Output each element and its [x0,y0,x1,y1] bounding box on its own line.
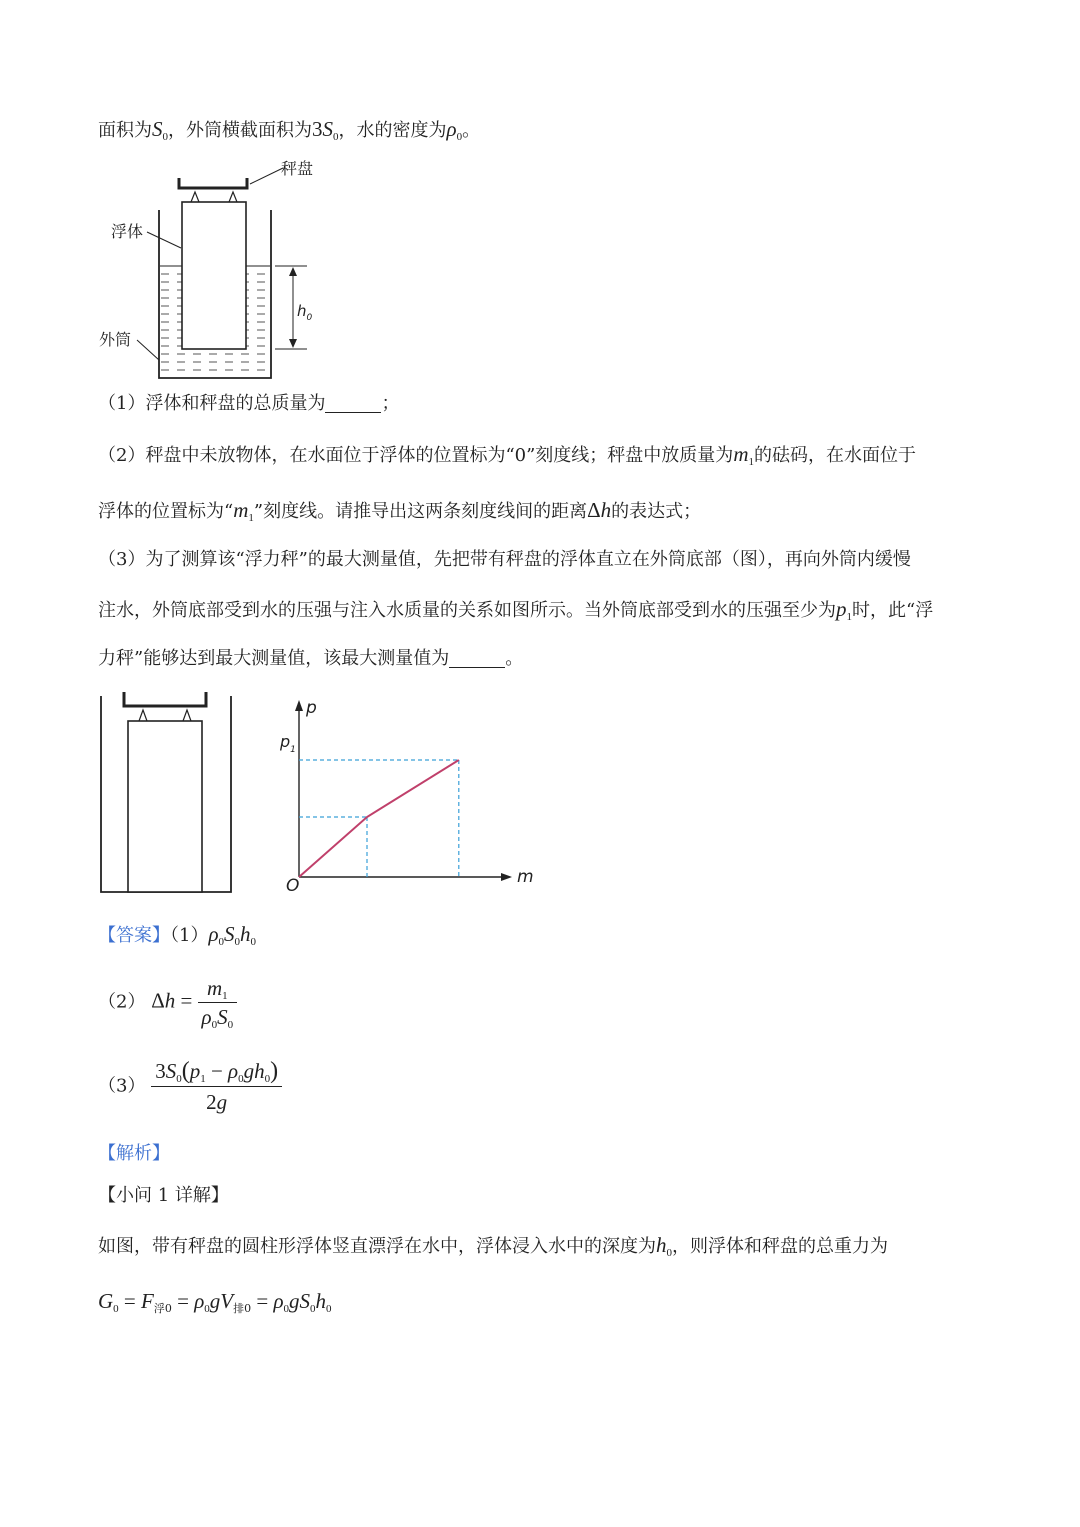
float-body [128,721,202,892]
question-3-line2: 注水，外筒底部受到水的压强与注入水质量的关系如图所示。当外筒底部受到水的压强至少为$p_1$时，此“浮 [98,597,934,623]
gravity-equation: $G_0 = F_{浮0} = \rho_0gV_{排0} = \rho_0gS_0h_0$ [98,1289,332,1315]
tube-label: 外筒 [99,330,132,349]
pressure-mass-chart [272,692,542,897]
float-body [182,202,246,349]
y-axis-arrow [295,700,303,711]
float-scale-figure [95,150,325,385]
origin-label: O [286,876,300,896]
analysis-body: 如图，带有秤盘的圆柱形浮体竖直漂浮在水中，浮体浸入水中的深度为$h_0$，则浮体和秤盘的总重力为 [98,1233,888,1259]
pan-label: 秤盘 [281,159,314,178]
answer-3: （3） $\frac{3S_0(p_1 - \rho_0gh_0)}{2g}$ [98,1058,282,1115]
analysis-tag: 【解析】 [98,1143,170,1164]
h0-label: $h_0$ [297,302,313,323]
float-label: 浮体 [111,222,144,241]
x-axis-label: m [517,867,534,887]
question-3-line3: 力秤”能够达到最大测量值，该最大测量值为 。 [98,648,524,669]
question-1: （1）浮体和秤盘的总质量为 ； [98,393,400,414]
answer-blank-3 [449,649,505,668]
scale-pan [124,692,206,706]
answer-blank-1 [325,394,381,413]
answer-2: （2） Δh = $\frac{m_1}{\rho_0S_0}$ [98,976,237,1029]
question-2-line1: （2）秤盘中未放物体，在水面位于浮体的位置标为“0”刻度线；秤盘中放质量为$m_1$的砝码，在水面位于 [98,442,916,468]
float-bottom-figure [95,688,240,898]
subquestion-1-title: 【小问 1 详解】 [98,1185,229,1206]
scale-pan [179,178,247,188]
x-axis-arrow [501,873,512,881]
answer-1: 【答案】$(1)\rho_0S_0h_0$ [98,922,257,948]
pressure-curve [299,760,459,877]
p1-tick-label: $p_1$ [280,732,296,755]
question-2-line2: 浮体的位置标为“$m_1$”刻度线。请推导出这两条刻度线间的距离Δh的表达式； [98,498,702,524]
answer-tag: 【答案】 [98,925,170,946]
question-3-line1: （3）为了测算该“浮力秤”的最大测量值，先把带有秤盘的浮体直立在外筒底部（图），再向外筒内缓慢 [98,549,911,570]
y-axis-label: p [306,698,317,718]
intro-line: 面积为$S_0$，外筒横截面积为$3S_0$，水的密度为$\rho_0$。 [98,117,481,143]
